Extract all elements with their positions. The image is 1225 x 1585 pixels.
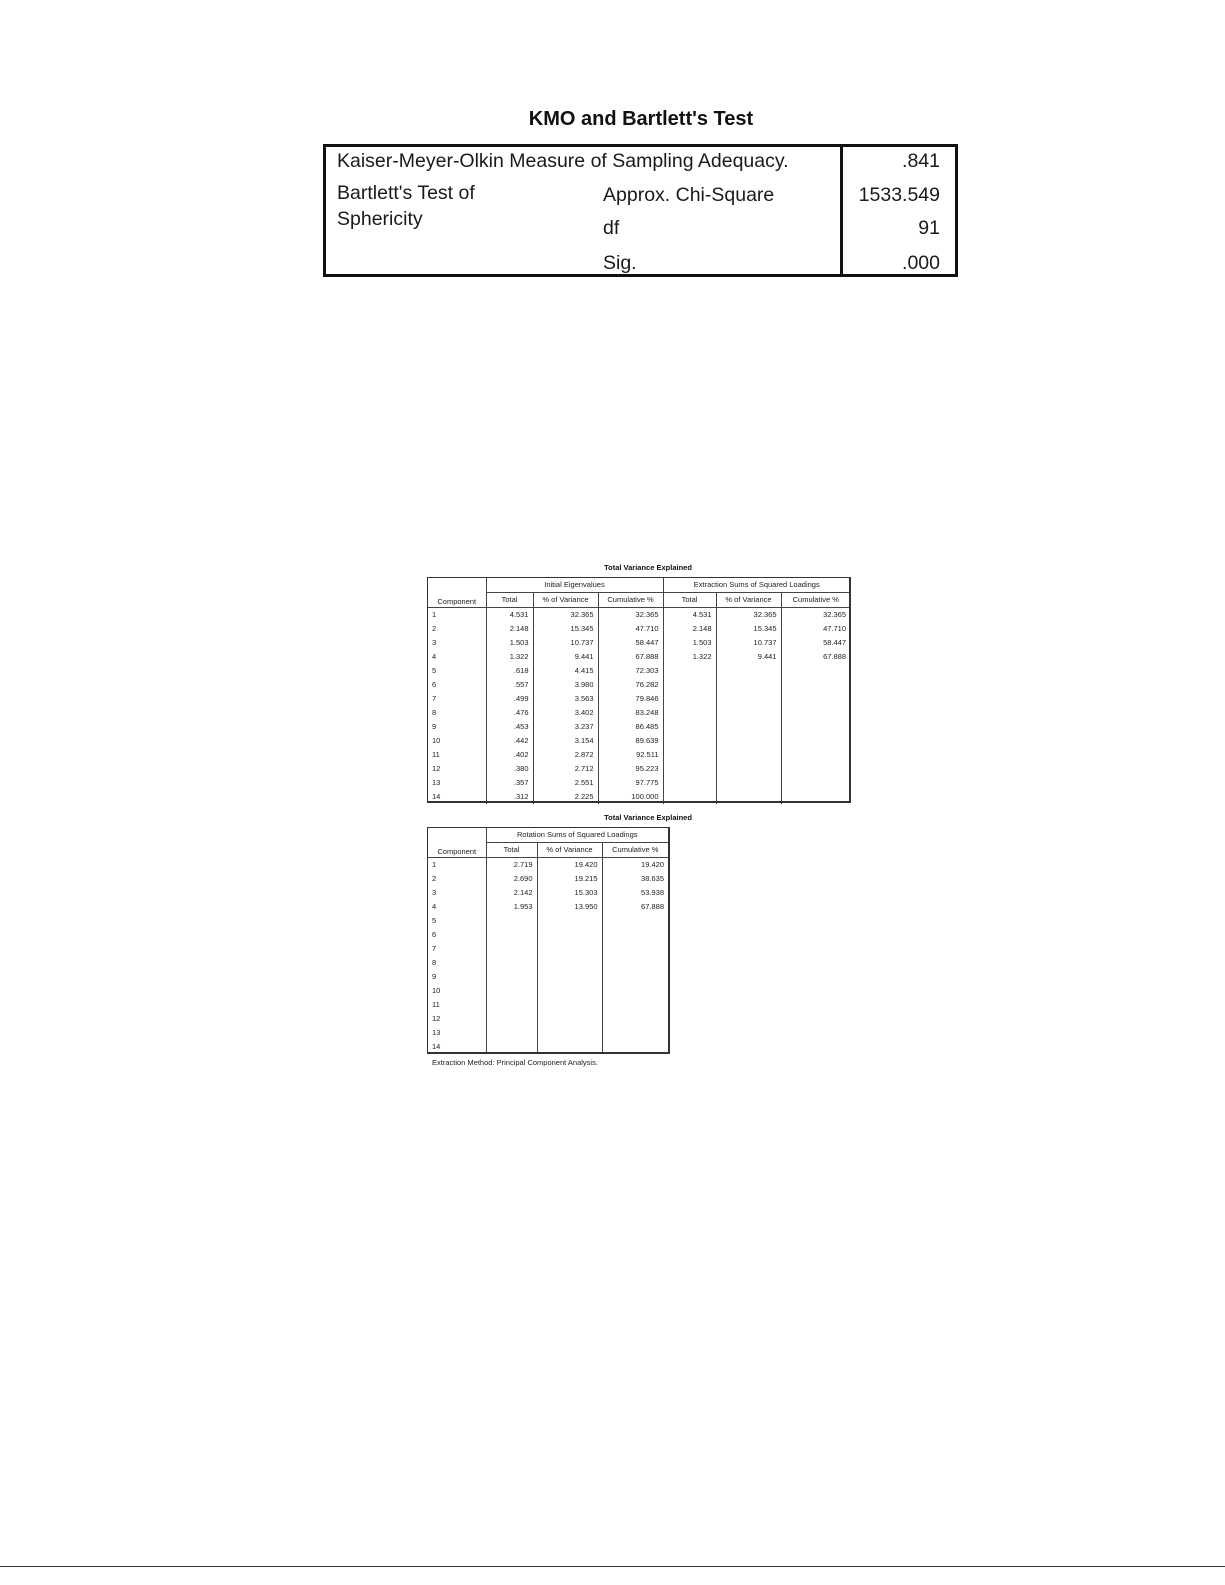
tve2-value-cell [537,1040,602,1054]
tve2-value-cell: 15.303 [537,886,602,900]
tve1-value-cell: 92.511 [598,748,663,762]
tve2-row [428,970,668,984]
tve1-value-cell: 10.737 [716,636,781,650]
tve2-component-cell: 7 [432,944,437,953]
tve1-value-cell [781,692,850,706]
tve1-value-cell: .380 [486,762,533,776]
tve2-value-cell [486,998,537,1012]
tve1-value-cell: 58.447 [781,636,850,650]
tve2-value-cell [486,942,537,956]
tve1-value-cell: .312 [486,790,533,804]
tve2-value-cell [537,928,602,942]
tve1-value-cell [716,706,781,720]
tve2-row [428,928,668,942]
tve1-value-cell [781,720,850,734]
tve2-title: Total Variance Explained [604,813,692,822]
tve1-value-cell [716,664,781,678]
tve1-component-cell: 2 [432,624,437,633]
tve2-col-cum: Cumulative % [602,843,668,858]
tve2-col-component: Component [428,843,486,858]
kmo-measure-label: Kaiser-Meyer-Olkin Measure of Sampling Adequacy. [337,150,789,172]
tve2-value-cell: 19.420 [602,858,668,873]
tve2-component-cell: 13 [432,1028,441,1037]
tve1-value-cell: 95.223 [598,762,663,776]
tve2-component-cell: 14 [432,1042,441,1051]
tve2-value-cell: 19.420 [537,858,602,873]
tve2-value-cell [486,956,537,970]
tve2-value-cell: 67.888 [602,900,668,914]
tve1-value-cell [716,762,781,776]
tve1-col-ext-pct: % of Variance [716,593,781,608]
tve1-row [428,706,850,720]
tve2-row [428,1012,668,1026]
tve2-value-cell [486,928,537,942]
tve2-component-cell: 6 [432,930,437,939]
tve1-group-initial: Initial Eigenvalues [486,578,663,593]
tve2-row [428,984,668,998]
tve1-value-cell: 3.980 [533,678,598,692]
tve1-component-cell: 13 [432,778,441,787]
tve1-value-cell [716,776,781,790]
tve1-row [428,776,850,790]
tve1-value-cell: 76.282 [598,678,663,692]
tve2-value-cell [537,1012,602,1026]
tve1-value-cell: 2.148 [486,622,533,636]
tve2-row [428,914,668,928]
tve1-value-cell: 32.365 [781,608,850,623]
tve2-col-total: Total [486,843,537,858]
tve1-component-cell: 7 [432,694,437,703]
tve1-value-cell: 4.531 [663,608,716,623]
tve1-row [428,790,850,804]
tve1-value-cell [663,720,716,734]
tve1-value-cell: 4.531 [486,608,533,623]
tve2-value-cell [537,970,602,984]
tve1-value-cell: 9.441 [716,650,781,664]
tve1-value-cell: 15.345 [533,622,598,636]
tve2-value-cell [537,998,602,1012]
tve2-col-pct: % of Variance [537,843,602,858]
tve2-value-cell [537,956,602,970]
tve2-value-cell: 53.938 [602,886,668,900]
tve2-value-cell: 19.215 [537,872,602,886]
tve2-component-cell: 3 [432,888,437,897]
tve1-value-cell: .402 [486,748,533,762]
tve1-value-cell: 32.365 [533,608,598,623]
tve1-value-cell [663,734,716,748]
tve2-row [428,956,668,970]
tve2-component-cell: 9 [432,972,437,981]
tve1-component-cell: 8 [432,708,437,717]
tve1-value-cell: 47.710 [781,622,850,636]
tve2-component-cell: 4 [432,902,437,911]
tve1-component-cell: 4 [432,652,437,661]
tve1-body [428,608,850,805]
tve1-value-cell: 9.441 [533,650,598,664]
tve1-value-cell: 3.402 [533,706,598,720]
tve1-value-cell: 89.639 [598,734,663,748]
tve1-value-cell [663,790,716,804]
chi-square-value: 1533.549 [858,184,940,206]
df-value: 91 [918,217,940,239]
tve1-value-cell [781,664,850,678]
sig-value: .000 [902,252,940,274]
tve1-header-spacer [428,578,486,593]
tve1-row [428,636,850,650]
tve2-component-cell: 5 [432,916,437,925]
tve2-row [428,1040,668,1054]
tve1-value-cell: 1.503 [486,636,533,650]
tve1-col-cum: Cumulative % [598,593,663,608]
tve1-col-ext-total: Total [663,593,716,608]
tve1-value-cell: .499 [486,692,533,706]
tve2-value-cell [602,1040,668,1054]
tve1-value-cell [716,678,781,692]
tve1-value-cell [663,664,716,678]
tve1-value-cell [781,762,850,776]
tve1-value-cell [663,748,716,762]
tve1-value-cell [781,748,850,762]
tve2-value-cell: 2.690 [486,872,537,886]
tve2-value-cell [537,1026,602,1040]
tve1-value-cell: 67.888 [781,650,850,664]
chi-square-label: Approx. Chi-Square [603,184,775,206]
tve1-value-cell: 2.872 [533,748,598,762]
tve1-row [428,622,850,636]
tve1-col-total: Total [486,593,533,608]
tve2-table [428,828,668,1054]
tve1-value-cell: 3.563 [533,692,598,706]
tve2-value-cell [486,1026,537,1040]
kmo-measure-value: .841 [902,150,940,172]
tve1-component-cell: 14 [432,792,441,801]
tve1-col-ext-cum: Cumulative % [781,593,850,608]
tve1-value-cell: 83.248 [598,706,663,720]
tve1-value-cell [663,706,716,720]
tve1-value-cell [716,748,781,762]
tve2-component-cell: 10 [432,986,441,995]
tve2-component-cell: 12 [432,1014,441,1023]
tve2-value-cell [486,984,537,998]
tve2-row [428,886,668,900]
tve1-row [428,608,850,623]
tve1-row [428,720,850,734]
tve2-component-cell: 8 [432,958,437,967]
tve2-value-cell [602,1026,668,1040]
tve2-value-cell [602,942,668,956]
tve2-value-cell [602,914,668,928]
tve2-value-cell [602,998,668,1012]
tve2-value-cell [602,928,668,942]
tve1-value-cell: 3.237 [533,720,598,734]
tve2-value-cell [537,942,602,956]
tve2-body [428,858,668,1055]
tve1-value-cell [781,734,850,748]
tve1-row [428,762,850,776]
tve1-col-pct: % of Variance [533,593,598,608]
tve2-row [428,998,668,1012]
tve1-value-cell: .453 [486,720,533,734]
tve1-value-cell: 47.710 [598,622,663,636]
tve1-row [428,748,850,762]
tve2-row [428,942,668,956]
tve2-component-cell: 11 [432,1000,440,1009]
tve2-value-cell [486,1040,537,1054]
tve1-value-cell: 15.345 [716,622,781,636]
tve2-value-cell [602,984,668,998]
tve1-value-cell: 32.365 [716,608,781,623]
tve1-value-cell: 1.322 [486,650,533,664]
tve1-value-cell [716,692,781,706]
tve2-value-cell [486,970,537,984]
tve1-value-cell: 86.485 [598,720,663,734]
tve1-value-cell [663,678,716,692]
tve1-value-cell [781,678,850,692]
tve2-row [428,900,668,914]
tve1-row [428,692,850,706]
tve2-value-cell: 13.950 [537,900,602,914]
tve1-table [428,578,850,804]
tve1-col-component: Component [428,593,486,608]
tve2-value-cell [537,914,602,928]
tve1-row [428,734,850,748]
tve1-title: Total Variance Explained [604,563,692,572]
tve2-value-cell [602,970,668,984]
tve1-value-cell: 97.775 [598,776,663,790]
tve2-value-cell [486,914,537,928]
tve1-value-cell: 3.154 [533,734,598,748]
tve1-group-extraction: Extraction Sums of Squared Loadings [663,578,850,593]
tve2-value-cell [537,984,602,998]
df-label: df [603,217,620,239]
tve1-value-cell: 100.000 [598,790,663,804]
bartlett-label-line1: Bartlett's Test of [337,182,475,204]
tve1-row [428,678,850,692]
tve1-value-cell: 2.551 [533,776,598,790]
tve1-value-cell [663,762,716,776]
tve1-value-cell: 2.148 [663,622,716,636]
tve1-row [428,650,850,664]
tve1-value-cell: .442 [486,734,533,748]
tve2-value-cell [602,956,668,970]
tve1-component-cell: 6 [432,680,437,689]
tve2-footnote: Extraction Method: Principal Component Analysis. [432,1058,598,1067]
tve1-value-cell [716,720,781,734]
sig-label: Sig. [603,252,637,274]
tve1-value-cell: 2.225 [533,790,598,804]
tve1-component-cell: 9 [432,722,437,731]
tve2-header-spacer [428,828,486,843]
tve1-value-cell [663,692,716,706]
tve1-row [428,664,850,678]
tve1-value-cell: .357 [486,776,533,790]
tve1-value-cell: 32.365 [598,608,663,623]
tve1-component-cell: 1 [432,610,437,619]
tve1-value-cell: 72.303 [598,664,663,678]
tve1-component-cell: 5 [432,666,437,675]
tve2-value-cell: 38.635 [602,872,668,886]
tve1-component-cell: 12 [432,764,441,773]
tve1-value-cell: 67.888 [598,650,663,664]
tve2-group-rotation: Rotation Sums of Squared Loadings [486,828,668,843]
tve1-value-cell [663,776,716,790]
tve1-value-cell [781,706,850,720]
tve1-value-cell [781,790,850,804]
tve2-component-cell: 1 [432,860,437,869]
tve2-row [428,872,668,886]
tve1-value-cell: .557 [486,678,533,692]
bartlett-label-line2: Sphericity [337,208,423,230]
tve1-value-cell: .476 [486,706,533,720]
tve1-value-cell: .618 [486,664,533,678]
tve1-value-cell: 79.846 [598,692,663,706]
tve2-value-cell [602,1012,668,1026]
page-bottom-rule [0,1566,1225,1567]
kmo-table-title: KMO and Bartlett's Test [528,108,754,130]
tve1-component-cell: 3 [432,638,437,647]
tve2-row [428,1026,668,1040]
tve2-value-cell: 1.953 [486,900,537,914]
tve1-value-cell: 4.415 [533,664,598,678]
tve1-value-cell: 10.737 [533,636,598,650]
tve1-value-cell [716,734,781,748]
tve1-value-cell [716,790,781,804]
tve2-row [428,858,668,873]
tve1-component-cell: 10 [432,736,441,745]
tve1-value-cell: 1.503 [663,636,716,650]
tve1-value-cell [781,776,850,790]
tve1-value-cell: 2.712 [533,762,598,776]
tve1-component-cell: 11 [432,750,440,759]
tve2-value-cell: 2.142 [486,886,537,900]
tve2-value-cell [486,1012,537,1026]
tve1-value-cell: 58.447 [598,636,663,650]
tve1-value-cell: 1.322 [663,650,716,664]
tve2-component-cell: 2 [432,874,437,883]
tve2-value-cell: 2.719 [486,858,537,873]
